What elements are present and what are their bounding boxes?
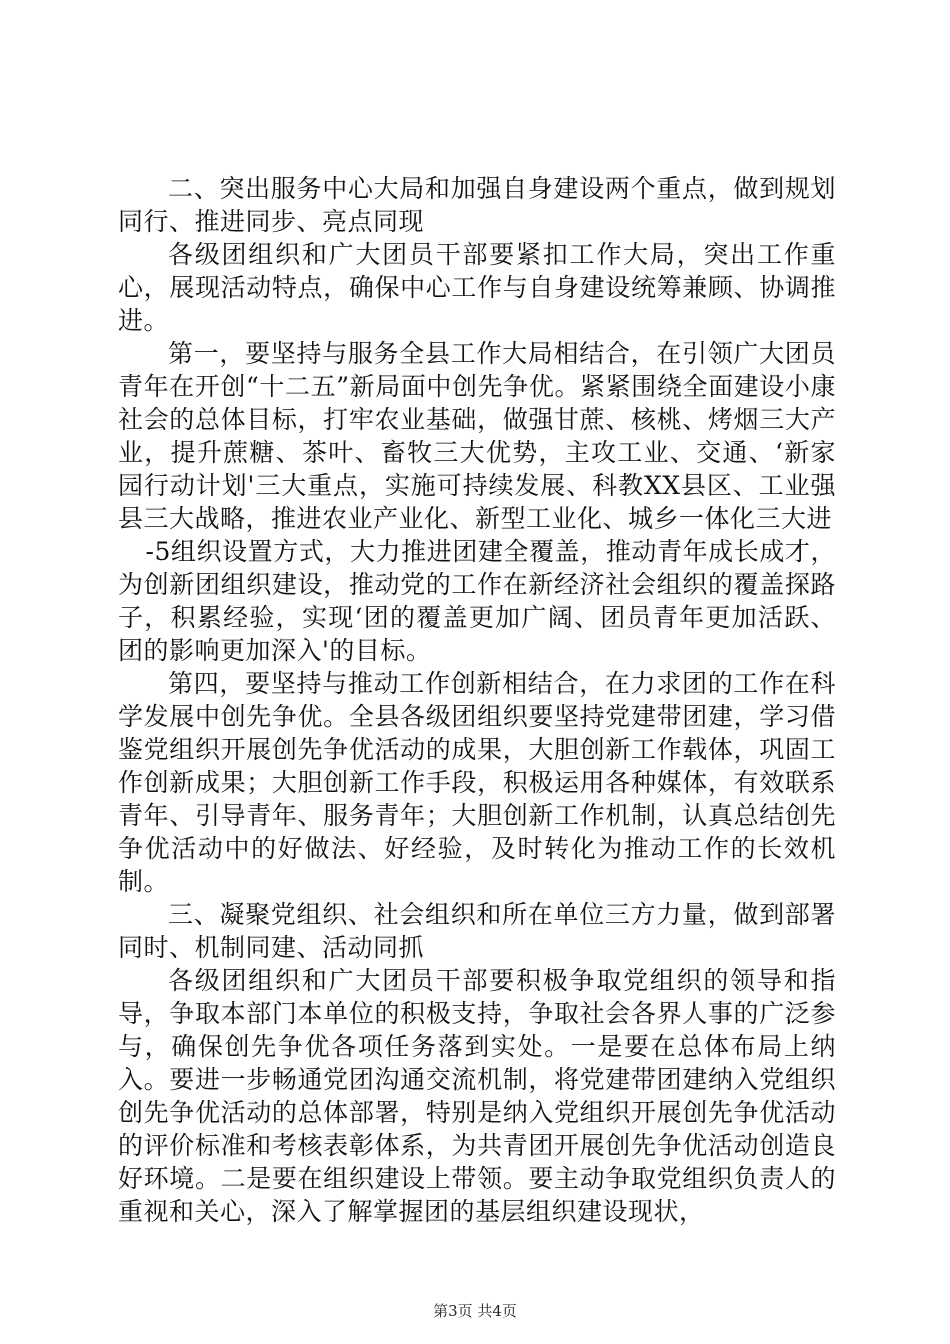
section-heading-two: 二、突出服务中心大局和加强自身建设两个重点，做到规划同行、推进同步、亮点同现 [118,174,836,236]
body-paragraph: 第一，要坚持与服务全县工作大局相结合，在引领广大团员青年在开创“十二五”新局面中创先争优。紧紧围绕全面建设小康社会的总体目标，打牢农业基础，做强甘蔗、核桃、烤烟三大产业，提升蔗糖、茶叶、畜牧三大优势，主攻工业、交通、‘新家园行动计划'三大重点，实施可持续发展、科教XX县区、工业强县三大战略，推进农业产业化、新型工业化、城乡一体化三大进 [118,339,836,533]
body-paragraph: 第四，要坚持与推动工作创新相结合，在力求团的工作在科学发展中创先争优。全县各级团组织要坚持党建带团建，学习借鉴党组织开展创先争优活动的成果，大胆创新工作载体，巩固工作创新成果；大胆创新工作手段，积极运用各种媒体，有效联系青年、引导青年、服务青年；大胆创新工作机制，认真总结创先争优活动中的好做法、好经验，及时转化为推动工作的长效机制。 [118,669,836,896]
body-paragraph: 各级团组织和广大团员干部要紧扣工作大局，突出工作重心，展现活动特点，确保中心工作与自身建设统筹兼顾、协调推进。 [118,240,836,335]
body-paragraph: 各级团组织和广大团员干部要积极争取党组织的领导和指导，争取本部门本单位的积极支持，争取社会各界人事的广泛参与，确保创先争优各项任务落到实处。一是要在总体布局上纳入。要进一步畅通党团沟通交流机制，将党建带团建纳入党组织创先争优活动的总体部署，特别是纳入党组织开展创先争优活动的评价标准和考核表彰体系，为共青团开展创先争优活动创造良好环境。二是要在组织建设上带领。要主动争取党组织负责人的重视和关心，深入了解掌握团的基层组织建设现状， [118,966,836,1226]
body-paragraph: -5组织设置方式，大力推进团建全覆盖，推动青年成长成才，为创新团组织建设，推动党的工作在新经济社会组织的覆盖探路子，积累经验，实现‘团的覆盖更加广阔、团员青年更加活跃、团的影响更加深入'的目标。 [118,537,836,665]
page-number-footer: 第3页 共4页 [433,1302,517,1320]
section-heading-three: 三、凝聚党组织、社会组织和所在单位三方力量，做到部署同时、机制同建、活动同抓 [118,900,836,962]
document-body [118,172,836,1228]
